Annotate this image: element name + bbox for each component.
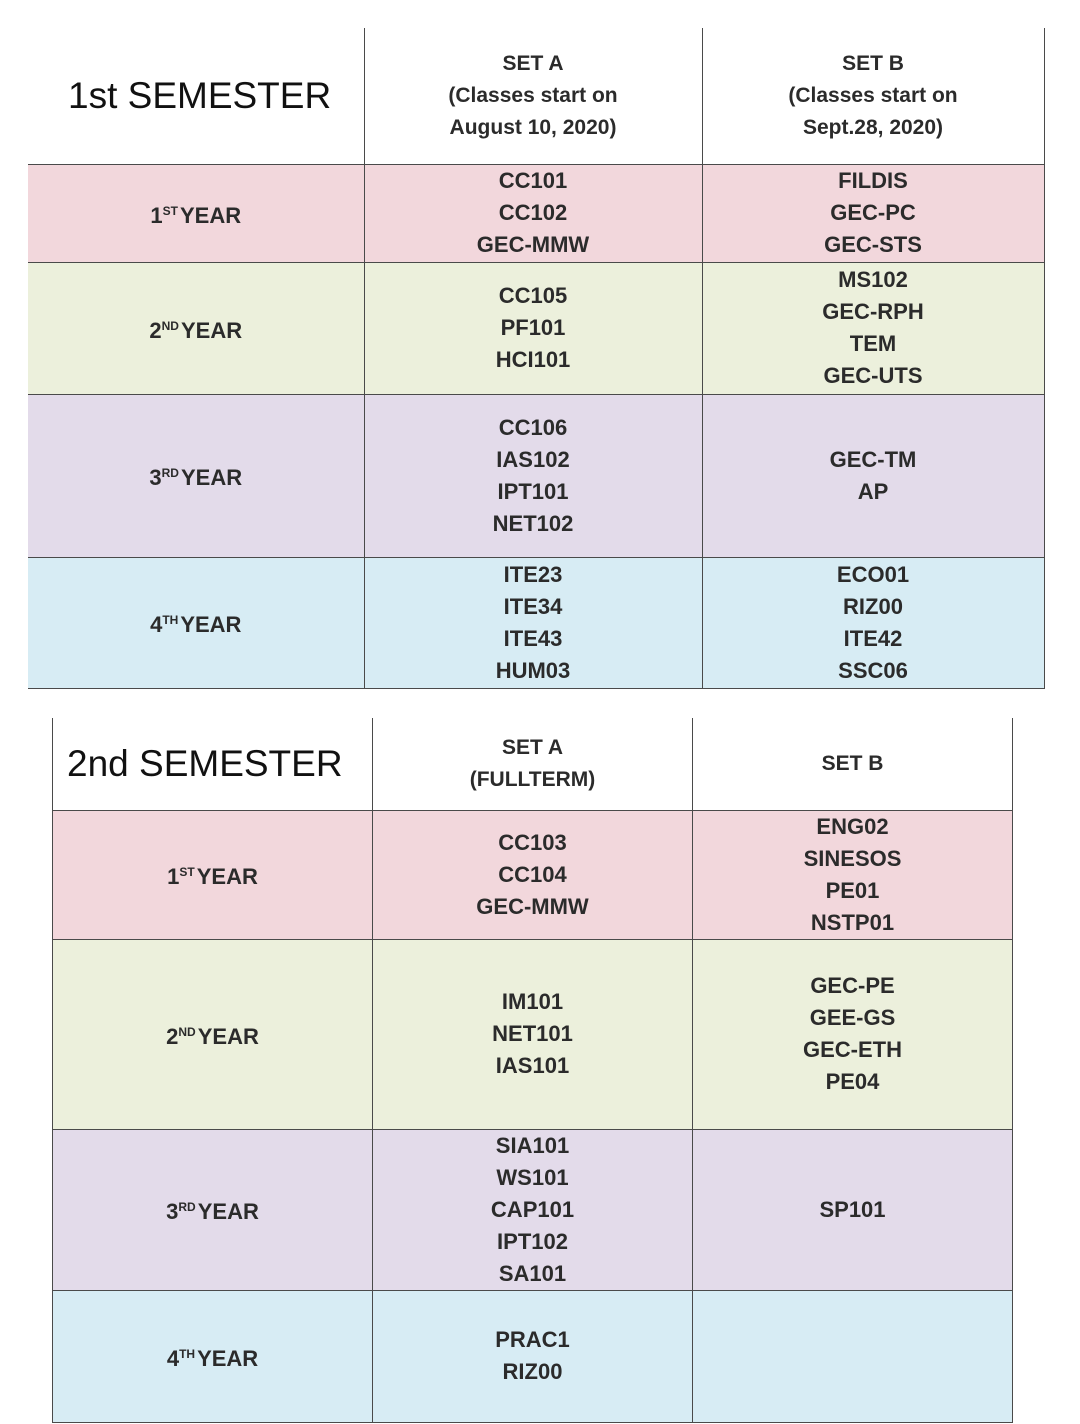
year-word: YEAR (180, 612, 242, 637)
set-a-header-line: (FULLTERM) (469, 767, 596, 791)
header-row (53, 718, 1013, 810)
course-code: GEC-UTS (823, 363, 923, 388)
course-code: AP (857, 478, 889, 504)
year-number: 4 (150, 612, 163, 637)
course-code: IAS102 (496, 446, 570, 472)
year-word: YEAR (196, 864, 258, 889)
year-ordinal-suffix: RD (178, 1200, 196, 1214)
year-row-2nd (28, 262, 1044, 394)
course-code: CC101 (498, 168, 568, 193)
course-code: IAS101 (495, 1053, 570, 1078)
semester-title: 1st SEMESTER (28, 28, 364, 164)
course-code: GEC-PE (810, 973, 895, 998)
year-label (167, 864, 258, 889)
year-word: YEAR (197, 1023, 259, 1049)
set-a-courses-cell (364, 262, 702, 394)
course-code: SINESOS (803, 845, 902, 871)
set-b-courses-cell (702, 557, 1044, 688)
set-b-courses-cell (693, 810, 1013, 939)
course-code: PE01 (825, 877, 880, 903)
course-code: RIZ00 (502, 1359, 563, 1384)
year-ordinal-suffix: ND (161, 318, 179, 333)
year-row-1st (28, 164, 1044, 262)
course-code: ITE23 (503, 561, 563, 587)
set-a-courses-cell (373, 1290, 693, 1422)
year-ordinal-suffix: ND (178, 1024, 196, 1039)
set-b-courses-cell (702, 164, 1044, 262)
semester-title: 2nd SEMESTER (53, 718, 373, 810)
set-b-courses-cell (693, 939, 1013, 1129)
year-label-cell (53, 1290, 373, 1422)
course-code: NSTP01 (810, 909, 895, 935)
course-code: PRAC1 (495, 1327, 570, 1352)
course-code: SSC06 (838, 657, 908, 683)
year-ordinal-suffix: ST (179, 865, 195, 879)
course-code: SP101 (819, 1196, 886, 1222)
year-row-1st (53, 810, 1013, 939)
course-code: GEC-PC (830, 200, 916, 225)
set-b-courses-cell (693, 1129, 1013, 1290)
course-code: ITE43 (503, 625, 563, 651)
year-label-cell (28, 262, 364, 394)
year-word: YEAR (179, 202, 242, 228)
year-label (149, 465, 242, 490)
year-label (166, 1024, 259, 1049)
year-label-cell (28, 394, 364, 557)
course-code: CAP101 (490, 1196, 575, 1222)
set-a-courses-cell (373, 939, 693, 1129)
course-code: GEC-ETH (803, 1037, 902, 1062)
year-label-cell (28, 557, 364, 688)
year-row-4th (53, 1290, 1013, 1422)
year-ordinal-suffix: ST (162, 203, 178, 218)
year-label-cell (53, 939, 373, 1129)
set-b-header (693, 718, 1013, 810)
course-code: IPT101 (497, 478, 569, 504)
set-a-courses-cell (373, 1129, 693, 1290)
year-ordinal-suffix: RD (161, 466, 179, 480)
year-row-2nd (53, 939, 1013, 1129)
course-code: GEC-MMW (476, 232, 590, 257)
year-number: 1 (167, 864, 180, 889)
year-word: YEAR (197, 1199, 259, 1224)
set-a-header-line: SET A (501, 735, 564, 759)
year-word: YEAR (180, 465, 243, 490)
year-word: YEAR (197, 1345, 259, 1371)
set-b-header (702, 28, 1044, 164)
year-label (167, 1346, 258, 1371)
year-word: YEAR (180, 317, 243, 343)
course-code: HCI101 (495, 347, 571, 372)
set-b-header-line: (Classes start on (788, 83, 958, 107)
year-number: 1 (150, 202, 163, 228)
course-code: PF101 (500, 315, 566, 340)
course-code: GEC-STS (824, 232, 922, 257)
set-a-header (364, 28, 702, 164)
course-code: CC106 (498, 414, 568, 440)
year-number: 2 (149, 317, 162, 343)
set-b-courses-cell (693, 1290, 1013, 1422)
year-number: 3 (149, 465, 162, 490)
year-label-cell (53, 810, 373, 939)
course-code: CC102 (498, 200, 568, 225)
set-b-header-line: Sept.28, 2020) (802, 115, 944, 139)
year-row-4th (28, 557, 1044, 688)
course-code: SA101 (498, 1260, 567, 1286)
course-code: GEC-TM (829, 446, 917, 472)
year-label (150, 203, 241, 228)
course-code: CC104 (498, 861, 567, 887)
set-a-header (373, 718, 693, 810)
set-a-courses-cell (364, 164, 702, 262)
year-number: 3 (166, 1199, 179, 1224)
year-label (150, 612, 241, 637)
course-code: CC105 (498, 283, 568, 308)
course-code: GEC-RPH (822, 299, 924, 324)
year-number: 4 (166, 1345, 180, 1371)
course-code: IM101 (501, 989, 564, 1014)
course-code: FILDIS (838, 168, 908, 193)
set-a-header-line: (Classes start on (448, 83, 618, 107)
set-b-header-line: SET B (842, 51, 904, 75)
set-b-header-line: SET B (821, 751, 884, 775)
course-code: IPT102 (497, 1228, 568, 1254)
year-label (149, 318, 242, 343)
first-semester-table (28, 28, 1045, 689)
year-ordinal-suffix: TH (162, 613, 179, 627)
course-code: GEE-GS (809, 1005, 896, 1030)
course-code: ITE34 (503, 593, 563, 619)
year-row-3rd (28, 394, 1044, 557)
course-code: RIZ00 (843, 593, 903, 619)
year-row-3rd (53, 1129, 1013, 1290)
course-code: PE04 (825, 1069, 880, 1094)
year-label-cell (53, 1129, 373, 1290)
course-code: MS102 (838, 267, 908, 292)
course-code: ENG02 (816, 813, 889, 839)
course-code: NET102 (492, 510, 574, 536)
course-code: ITE42 (843, 625, 903, 651)
set-a-courses-cell (373, 810, 693, 939)
set-a-header-line: August 10, 2020) (449, 115, 617, 139)
course-code: NET101 (492, 1021, 573, 1046)
course-code: GEC-MMW (476, 893, 589, 919)
second-semester-table (52, 718, 1013, 1423)
course-code: SIA101 (495, 1132, 570, 1158)
course-code: ECO01 (836, 561, 910, 587)
set-a-courses-cell (364, 394, 702, 557)
set-a-courses-cell (364, 557, 702, 688)
course-code: CC103 (498, 829, 567, 855)
set-b-courses-cell (702, 262, 1044, 394)
course-code: WS101 (496, 1164, 569, 1190)
course-code: TEM (849, 331, 897, 356)
header-row (28, 28, 1044, 164)
year-ordinal-suffix: TH (179, 1346, 196, 1361)
year-label-cell (28, 164, 364, 262)
set-b-courses-cell (702, 394, 1044, 557)
set-a-header-line: SET A (502, 51, 564, 75)
year-label (166, 1199, 259, 1224)
course-code: HUM03 (495, 657, 571, 683)
year-number: 2 (166, 1023, 179, 1049)
